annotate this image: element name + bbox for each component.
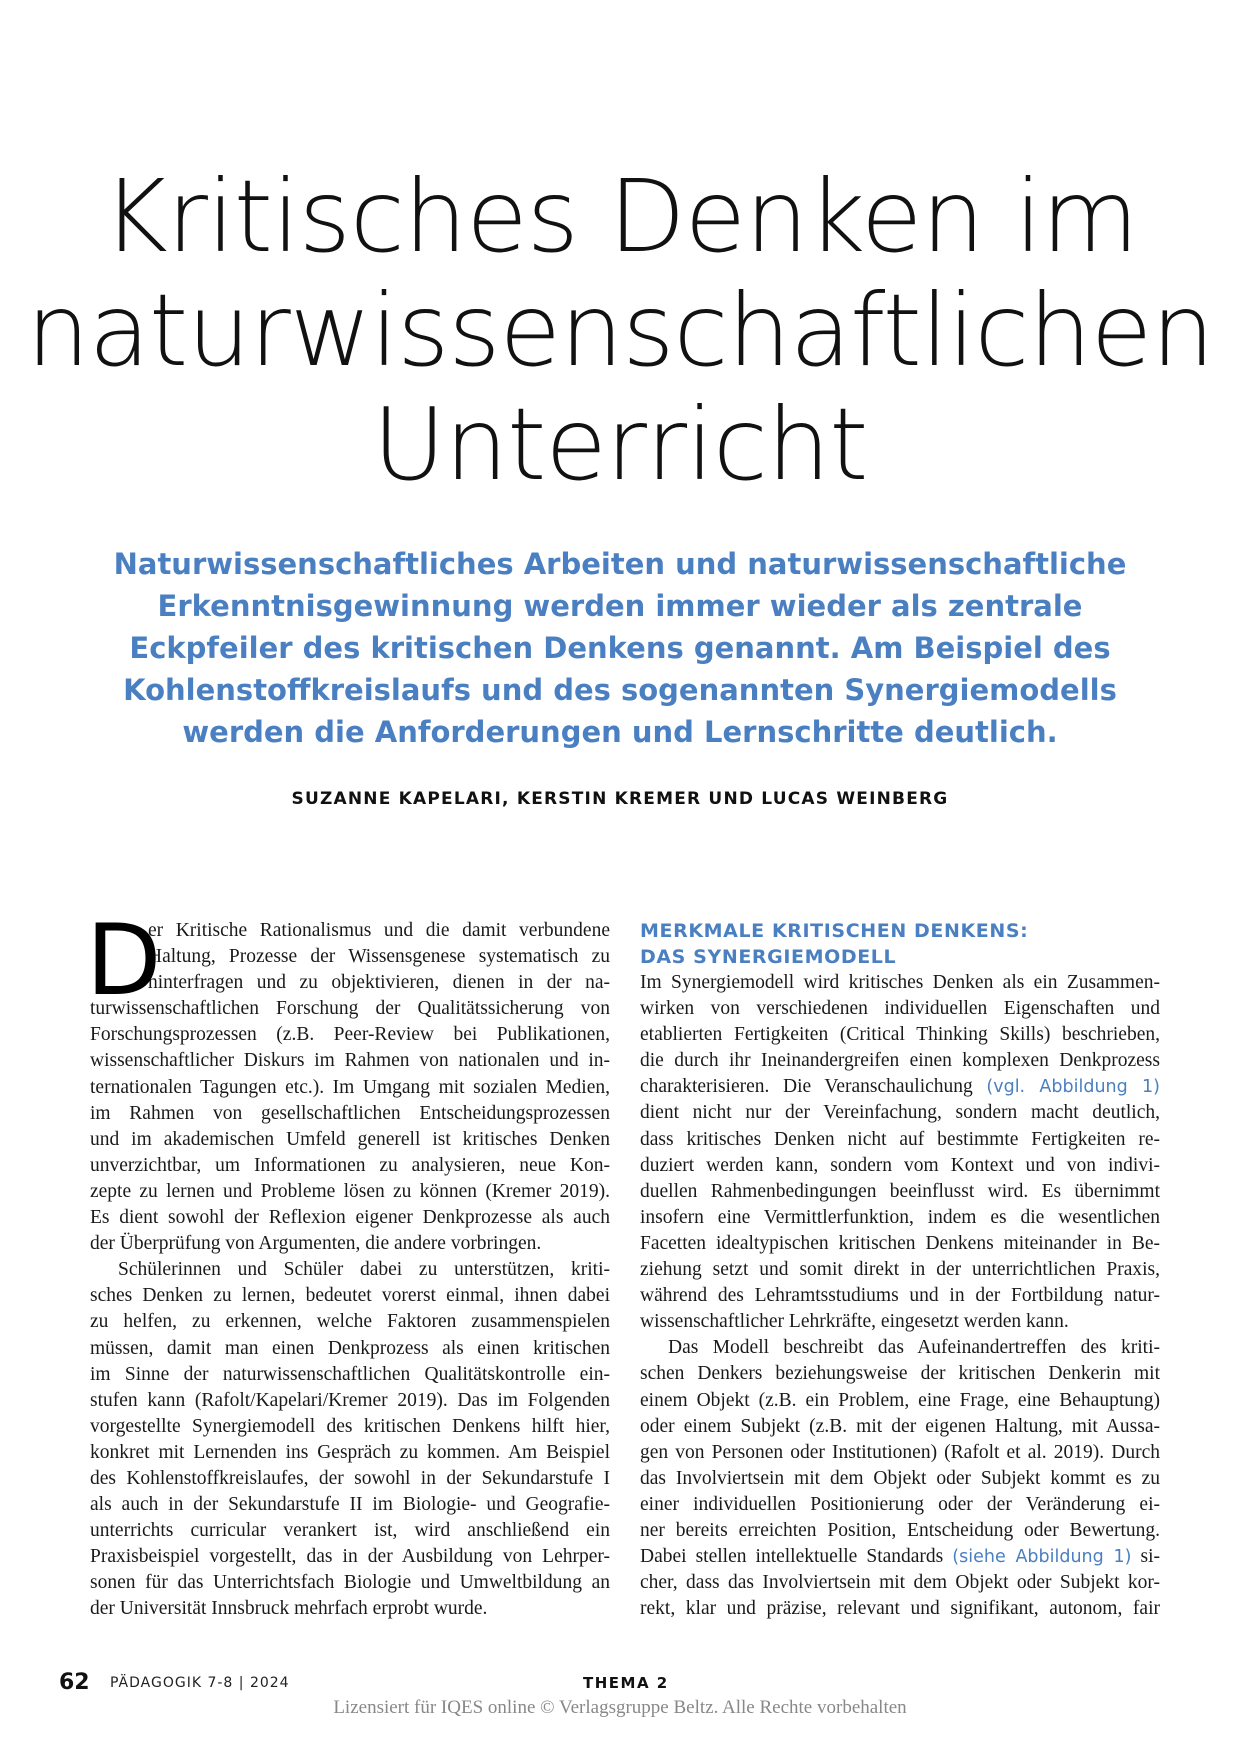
line-text: cher, dass das Involviertsein mit dem Objekt oder Subjekt kor- [640, 1572, 1160, 1594]
line-text: einem Objekt (z.B. ein Problem, eine Frage, eine Behauptung) [640, 1389, 1160, 1411]
text-line [640, 1544, 1160, 1570]
line-text: unverzichtbar, um Informationen zu analysieren, neue Kon- [90, 1154, 610, 1176]
lead-line: werden die Anforderungen und Lernschritte deutlich. [182, 715, 1058, 749]
line-text: sonen für das Unterrichtsfach Biologie und Umweltbildung an [90, 1572, 610, 1594]
text-line [90, 1309, 610, 1335]
line-text: Praxisbeispiel vorgestellt, das in der Ausbildung von Lehrper- [90, 1546, 610, 1568]
line-text: Das Modell beschreibt das Aufeinandertreffen des kriti- [668, 1337, 1160, 1359]
line-text: im Rahmen von gesellschaftlichen Entscheidungsprozessen [90, 1102, 610, 1124]
article-title [0, 160, 1240, 502]
heading-line: MERKMALE KRITISCHEN DENKENS: [640, 920, 1029, 942]
section-heading [640, 918, 1160, 970]
text-line [640, 996, 1160, 1022]
text-line [90, 996, 610, 1022]
text-line [640, 1153, 1160, 1179]
text-line [90, 1492, 610, 1518]
section-label: THEMA 2 [583, 1674, 669, 1692]
line-text: oder einem Subjekt (z.B. mit der eigenen Haltung, mit Aussa- [640, 1415, 1160, 1437]
text-line [640, 1100, 1160, 1126]
line-text: zu helfen, zu erkennen, welche Faktoren zusammenspielen [90, 1311, 610, 1333]
text-line [90, 1101, 610, 1127]
line-text: si- [1131, 1546, 1160, 1568]
text-line [640, 1335, 1160, 1361]
text-line [90, 1336, 610, 1362]
text-line [90, 1153, 610, 1179]
text-line [640, 1414, 1160, 1440]
text-line [90, 1127, 610, 1153]
line-text: einer individuellen Positionierung oder der Veränderung ei- [640, 1493, 1160, 1515]
text-line [640, 1492, 1160, 1518]
line-text: Im Synergiemodell wird kritisches Denken als ein Zusammen- [640, 972, 1160, 993]
left-column [86, 904, 610, 1623]
text-line [640, 1283, 1160, 1309]
text-line [90, 1518, 610, 1544]
line-text: hinterfragen und zu objektivieren, dienen in der na- [148, 972, 610, 994]
text-line [640, 1231, 1160, 1257]
lead-line: Kohlenstoffkreislaufs und des sogenannten Synergiemodells [123, 673, 1117, 707]
text-line [640, 1440, 1160, 1466]
lead-line: Naturwissenschaftliches Arbeiten und naturwissenschaftliche [113, 547, 1127, 581]
text-line [640, 1570, 1160, 1596]
line-text: als auch in der Sekundarstufe II im Biologie- und Geografie- [90, 1494, 610, 1516]
line-text: Schülerinnen und Schüler dabei zu unterstützen, kriti- [118, 1259, 610, 1281]
title-line: Kritisches Denken im [102, 158, 1138, 275]
authors: SUZANNE KAPELARI, KERSTIN KREMER UND LUCAS WEINBERG [291, 789, 949, 809]
line-text: Es dient sowohl der Reflexion eigener Denkprozesse als auch [90, 1207, 610, 1229]
text-line [640, 1309, 1160, 1335]
text-line [90, 1570, 610, 1596]
line-text: des Kohlenstoffkreislaufes, der sowohl in der Sekundarstufe I [90, 1467, 610, 1489]
text-line [90, 1075, 610, 1101]
line-text: schen Denkers beziehungsweise der kritischen Denkerin mit [640, 1363, 1160, 1385]
text-line [90, 1022, 610, 1048]
line-text: etablierten Fertigkeiten (Critical Thinking Skills) beschrieben, [640, 1024, 1160, 1046]
line-text: der Überprüfung von Argumenten, die andere vorbringen. [90, 1233, 542, 1255]
line-text: und im akademischen Umfeld generell ist kritisches Denken [90, 1128, 610, 1150]
text-line [640, 1257, 1160, 1283]
text-line [90, 1283, 610, 1309]
line-text: dient nicht nur der Vereinfachung, sondern macht deutlich, [640, 1102, 1160, 1124]
article-lead [100, 543, 1140, 753]
text-line [90, 1362, 610, 1388]
line-text: wissenschaftlicher Lehrkräfte, eingesetzt werden kann. [640, 1311, 1069, 1333]
line-text: unterrichts curricular verankert ist, wird anschließend ein [90, 1520, 610, 1542]
text-line [640, 970, 1160, 996]
line-text: ziehung setzt und somit direkt in der unterrichtlichen Praxis, [640, 1259, 1160, 1281]
text-line [640, 1179, 1160, 1205]
text-line [90, 1231, 610, 1257]
page-number: 62 [59, 1670, 90, 1695]
text-line [640, 1048, 1160, 1074]
line-text: vorgestellte Synergiemodell des kritischen Denkens hilft hier, [90, 1415, 610, 1437]
text-line [90, 1596, 610, 1622]
line-text: charakterisieren. Die Veranschaulichung [640, 1076, 987, 1098]
text-line [640, 1466, 1160, 1492]
license-notice: Lizensiert für IQES online © Verlagsgruppe Beltz. Alle Rechte vorbehalten [333, 1697, 907, 1718]
line-text: der Universität Innsbruck mehrfach erprobt wurde. [90, 1598, 488, 1620]
line-text: sches Denken zu lernen, bedeutet vorerst einmal, ihnen dabei [90, 1285, 610, 1307]
line-text: gen von Personen oder Institutionen) (Rafolt et al. 2019). Durch [640, 1441, 1160, 1463]
line-text: rekt, klar und präzise, relevant und signifikant, autonom, fair [640, 1598, 1160, 1620]
drop-cap: D [86, 904, 162, 1018]
line-text: ner bereits erreichten Position, Entscheidung oder Bewertung. [640, 1519, 1160, 1541]
line-text: turwissenschaftlichen Forschung der Qualitätssicherung von [90, 998, 610, 1020]
line-text: müssen, damit man einen Denkprozess als einen kritischen [90, 1337, 610, 1359]
text-line [90, 1048, 610, 1074]
line-text: während des Lehramtsstudiums und in der Fortbildung natur- [640, 1285, 1160, 1307]
line-text: Forschungsprozessen (z.B. Peer-Review bei Publikationen, [90, 1024, 610, 1046]
line-text: Facetten idealtypischen kritischen Denkens miteinander in Be- [640, 1232, 1160, 1254]
text-line [90, 1388, 610, 1414]
line-text: er Kritische Rationalismus und die damit verbundene [148, 920, 610, 941]
line-text: duellen Rahmenbedingungen beeinflusst wird. Es übernimmt [640, 1180, 1160, 1202]
text-line [640, 1074, 1160, 1100]
figure-reference-link[interactable]: (vgl. Abbildung 1) [986, 1077, 1161, 1098]
text-line [640, 1388, 1160, 1414]
text-line [90, 1466, 610, 1492]
title-line: naturwissenschaftlichen [26, 272, 1214, 389]
line-text: wirken von verschiedenen individuellen Eigenschaften und [640, 998, 1160, 1020]
line-text: duziert werden kann, sondern vom Kontext und von indivi- [640, 1154, 1160, 1176]
line-text: konkret mit Lernenden ins Gespräch zu kommen. Am Beispiel [90, 1441, 610, 1463]
right-column [640, 918, 1160, 1622]
text-line [90, 1179, 610, 1205]
line-text: stufen kann (Rafolt/Kapelari/Kremer 2019). Das im Folgenden [90, 1389, 610, 1411]
title-line: Unterricht [372, 386, 868, 503]
line-text: zepte zu lernen und Probleme lösen zu können (Kremer 2019). [90, 1180, 610, 1202]
line-text: das Involviertsein mit dem Objekt oder Subjekt kommt es zu [640, 1467, 1160, 1489]
text-line [90, 1440, 610, 1466]
text-line [640, 1596, 1160, 1622]
line-text: wissenschaftlicher Diskurs im Rahmen von nationalen und in- [90, 1050, 610, 1072]
text-line [640, 1022, 1160, 1048]
text-line [90, 1544, 610, 1570]
line-text: im Sinne der naturwissenschaftlichen Qualitätskontrolle ein- [90, 1363, 610, 1385]
text-line [90, 1257, 610, 1283]
lead-line: Erkenntnisgewinnung werden immer wieder als zentrale [157, 589, 1083, 623]
line-text: Haltung, Prozesse der Wissensgenese systematisch zu [148, 946, 610, 968]
text-line [640, 1127, 1160, 1153]
line-text: ternationalen Tagungen etc.). Im Umgang mit sozialen Medien, [90, 1076, 610, 1098]
text-line [90, 918, 610, 944]
text-line [90, 944, 610, 970]
text-line [90, 1205, 610, 1231]
text-line [90, 1414, 610, 1440]
line-text: insofern eine Vermittlerfunktion, indem es die wesentlichen [640, 1206, 1160, 1228]
text-line [640, 1205, 1160, 1231]
figure-reference-link[interactable]: (siehe Abbildung 1) [952, 1547, 1132, 1568]
text-line [90, 970, 610, 996]
text-line [640, 1361, 1160, 1387]
text-line [640, 1518, 1160, 1544]
lead-line: Eckpfeiler des kritischen Denkens genannt. Am Beispiel des [129, 631, 1111, 665]
line-text: dass kritisches Denken nicht auf bestimmte Fertigkeiten re- [640, 1128, 1160, 1150]
heading-line: DAS SYNERGIEMODELL [640, 946, 897, 968]
line-text: Dabei stellen intellektuelle Standards [640, 1546, 953, 1568]
line-text: die durch ihr Ineinandergreifen einen komplexen Denkprozess [640, 1050, 1160, 1072]
magazine-issue: PÄDAGOGIK 7-8 | 2024 [110, 1675, 290, 1691]
